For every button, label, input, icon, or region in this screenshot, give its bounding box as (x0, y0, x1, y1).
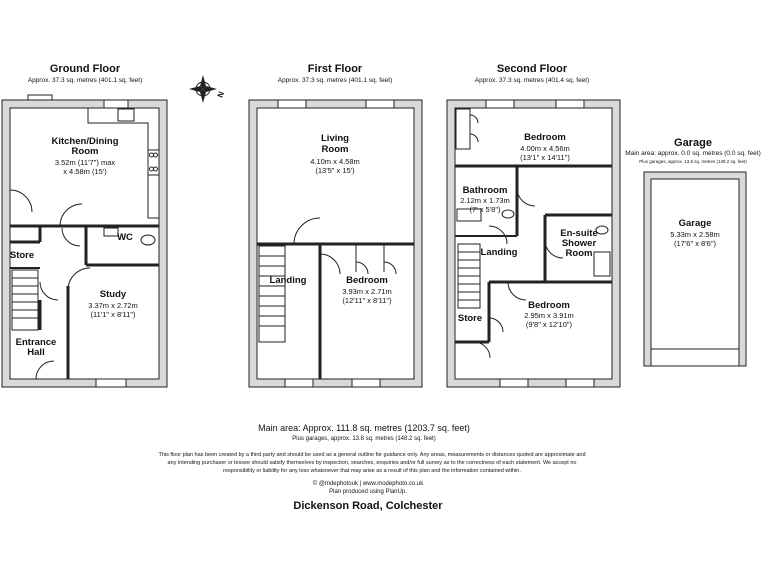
first-floor-area: Approx. 37.3 sq. metres (401.1 sq. feet) (277, 77, 393, 84)
room-name: WC (117, 232, 133, 243)
garage-area: Main area: approx. 0.0 sq. metres (0.0 sq. feet) (625, 150, 761, 157)
window (556, 100, 584, 108)
compass-icon (189, 75, 217, 103)
disclaimer-line: This floor plan has been created by a third party and should be used as a general outline for guidance only. Any areas, measurements or distances quoted are approximate and (158, 452, 586, 458)
room-name: Garage (678, 218, 712, 229)
room-dimensions: 4.10m x 4.58m (310, 157, 360, 166)
window (500, 379, 528, 387)
room-name: En-suite (560, 228, 598, 239)
property-address: Dickenson Road, Colchester (293, 500, 443, 512)
room-dimensions: 4.00m x 4.56m (520, 144, 570, 153)
room-dimensions: (13'1" x 14'11") (520, 153, 570, 162)
room-dimensions: (12'11" x 8'11") (342, 296, 392, 305)
room-name: Room (565, 248, 593, 259)
window (285, 379, 313, 387)
planup-credit: Plan produced using PlanUp. (329, 489, 407, 495)
room-dimensions: (13'5" x 15') (315, 166, 355, 175)
disclaimer-line: responsibility or liability for any loss whatsoever that may arise as a result of this plan and the information contained within. (223, 468, 521, 474)
room-name: Living (321, 133, 349, 144)
room-name: Hall (27, 347, 45, 358)
room-name: Bathroom (462, 185, 508, 196)
first-floor-title: First Floor (307, 63, 363, 75)
room-name: Room (321, 144, 349, 155)
second-floor-title: Second Floor (496, 63, 568, 75)
room-name: Landing (480, 247, 518, 258)
garage-door (651, 349, 739, 366)
disclaimer-line: any intending purchaser or lessee should satisfy themselves by inspection, searches, enquiries and/or full survey as to the correctness of each statement. We accept no (167, 460, 577, 466)
room-name: Bedroom (346, 275, 388, 286)
second-floor-area: Approx. 37.3 sq. metres (401.4 sq. feet) (474, 77, 590, 84)
room-dimensions: 3.37m x 2.72m (88, 301, 138, 310)
room-dimensions: (11'1" x 8'11") (90, 310, 136, 319)
garage-title: Garage (674, 137, 712, 149)
room-dimensions: x 4.58m (15') (63, 167, 107, 176)
room-dimensions: (9'8" x 12'10") (525, 320, 573, 329)
ground-floor-area: Approx. 37.3 sq. metres (401.1 sq. feet) (27, 77, 143, 84)
room-name: Kitchen/Dining (51, 136, 119, 147)
room-dimensions: 2.12m x 1.73m (460, 196, 510, 205)
ground-floor-title: Ground Floor (49, 63, 121, 75)
room-name: Room (71, 146, 99, 157)
plus-garages-summary: Plus garages, approx. 13.8 sq. metres (148.2 sq. feet) (292, 436, 436, 442)
window (104, 100, 128, 108)
room-name: Shower (561, 238, 597, 249)
photo-credit: © @mdephotouk | www.modephoto.co.uk (312, 481, 424, 487)
window (278, 100, 306, 108)
window (28, 95, 52, 100)
room-dimensions: (17'6" x 8'6") (674, 239, 716, 248)
window (566, 379, 594, 387)
room-dimensions: 3.93m x 2.71m (342, 287, 392, 296)
room-dimensions: 2.95m x 3.91m (524, 311, 574, 320)
room-name: Bedroom (528, 300, 570, 311)
room-name: Entrance (15, 337, 57, 348)
garage-area-sub: Plus garages, approx. 13.8 sq. metres (148.2 sq. feet) (639, 159, 747, 164)
window (352, 379, 380, 387)
room-dimensions: 3.52m (11'7") max (54, 158, 116, 167)
window (366, 100, 394, 108)
window (96, 379, 126, 387)
window (486, 100, 514, 108)
room-name: Bedroom (524, 132, 566, 143)
room-name: Store (9, 250, 35, 261)
main-area-summary: Main area: Approx. 111.8 sq. metres (1203.7 sq. feet) (258, 423, 470, 433)
room-name: Study (99, 289, 127, 300)
room-dimensions: 5.33m x 2.58m (670, 230, 720, 239)
room-name: Store (457, 313, 483, 324)
room-name: Landing (269, 275, 307, 286)
room-dimensions: (7' x 5'8") (469, 205, 501, 214)
compass-north-label: N (215, 90, 227, 99)
garage-outline (651, 179, 739, 349)
